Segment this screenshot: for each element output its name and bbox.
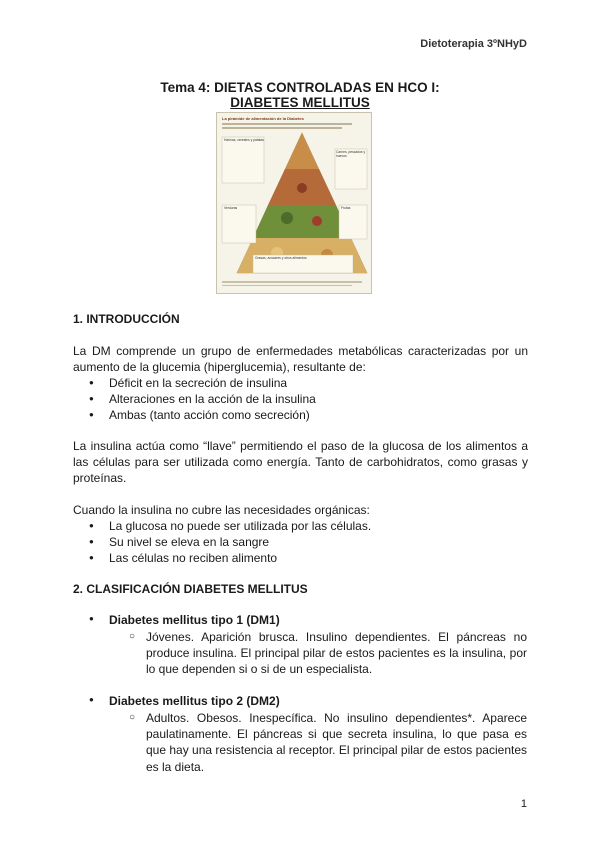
intro-bullet-list-1: [73, 375, 316, 424]
intro-paragraph-1: La DM comprende un grupo de enfermedades metabólicas caracterizadas por un aumento de la glucemia (hiperglucemia), resultante de:: [73, 344, 528, 375]
list-item: ● Ambas (tanto acción como secreción): [73, 407, 316, 423]
dm2-title: ● Diabetes mellitus tipo 2 (DM2): [89, 694, 280, 708]
list-item: ● Su nivel se eleva en la sangre: [73, 534, 371, 550]
label-cereales: Harinas, cereales y patatas: [224, 138, 264, 142]
list-item: ● Las células no reciben alimento: [73, 550, 371, 566]
section-heading-clasificacion: 2. CLASIFICACIÓN DIABETES MELLITUS: [73, 582, 308, 596]
page-number: 1: [520, 798, 527, 810]
label-carnes: Carnes, pescados y huevos: [336, 150, 366, 158]
course-header: Dietoterapia 3ºNHyD: [420, 38, 527, 50]
label-frutas: Frutas: [341, 206, 351, 210]
doc-title: Tema 4: DIETAS CONTROLADAS EN HCO I:: [160, 80, 440, 95]
dm2-description: ○ Adultos. Obesos. Inespecífica. No insulino dependientes*. Aparece paulatinamente. El páncreas si que secreta insulina, lo que pasa es que hay una resistencia al receptor. El principal pilar de estos pacientes es la dieta.: [129, 710, 527, 775]
label-grasas: Grasas, azúcares y otros alimentos: [255, 256, 307, 260]
section-heading-intro: 1. INTRODUCCIÓN: [73, 312, 180, 326]
figure-title: La pirámide de alimentación de la Diabetes: [222, 116, 304, 121]
figure-footnote-lines: [222, 281, 366, 286]
food-pyramid-figure: [216, 112, 372, 294]
dm1-description: ○ Jóvenes. Aparición brusca. Insulino dependientes. El páncreas no produce insulina. El principal pilar de estos pacientes es la insulina, por lo que dependen si o si de un especialista.: [129, 629, 527, 678]
doc-subtitle: DIABETES MELLITUS: [230, 95, 370, 110]
list-item: ● Déficit en la secreción de insulina: [73, 375, 316, 391]
intro-bullet-list-2: [73, 518, 371, 567]
intro-paragraph-3: Cuando la insulina no cubre las necesidades orgánicas:: [73, 503, 370, 517]
label-verduras: Verduras: [224, 206, 238, 210]
list-item: ● Alteraciones en la acción de la insulina: [73, 391, 316, 407]
intro-paragraph-2: La insulina actúa como “llave” permitiendo el paso de la glucosa de los alimentos a las células para ser utilizada como energía. Tanto de carbohidratos, como grasas y proteínas.: [73, 439, 528, 486]
list-item: ● La glucosa no puede ser utilizada por las células.: [73, 518, 371, 534]
dm1-title: ● Diabetes mellitus tipo 1 (DM1): [89, 613, 280, 627]
